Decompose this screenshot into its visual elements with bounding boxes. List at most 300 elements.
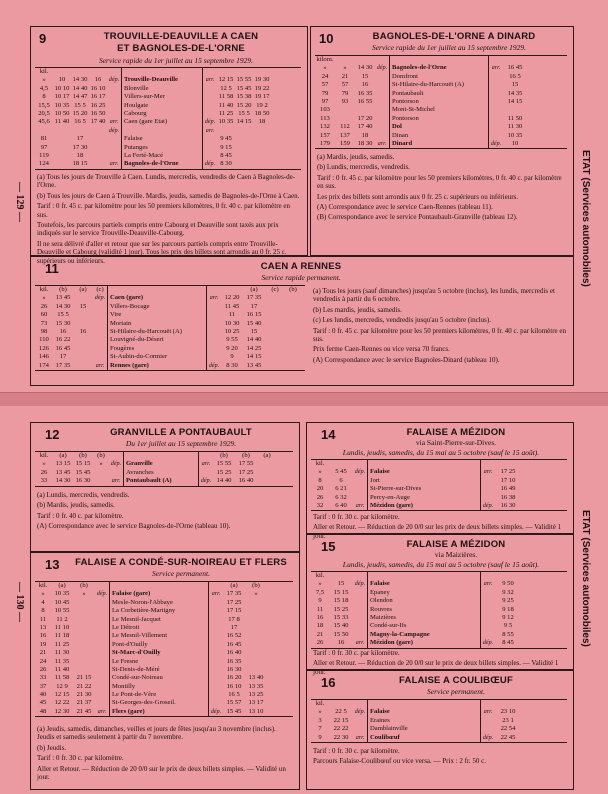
table-header-row — [35, 452, 293, 460]
time-cell — [217, 127, 235, 135]
time-cell — [521, 717, 541, 725]
station-cell: Vire — [107, 311, 207, 319]
time-cell: 79 — [321, 89, 329, 97]
station-cell: Le Fresne — [109, 658, 209, 666]
time-cell — [53, 144, 71, 152]
time-cell: kilom. — [316, 56, 334, 63]
time-cell: 21 — [316, 630, 324, 638]
time-cell: 12 9 — [56, 682, 68, 690]
table-row — [35, 691, 293, 699]
time-cell: 97 — [321, 97, 329, 105]
time-cell: 16 40 — [226, 649, 242, 657]
note-line: Tarif : 0 fr. 30 c. par kilomètre. — [37, 754, 124, 763]
time-cell — [207, 311, 221, 319]
table-row — [35, 110, 301, 118]
station-cell: Mont-St-Michel — [389, 106, 489, 114]
time-cell: 17 — [230, 623, 238, 631]
time-cell: 57 — [321, 81, 329, 89]
time-cell: 15 18 — [333, 597, 349, 605]
time-cell: 13 17 — [248, 699, 264, 707]
time-cell — [481, 614, 495, 622]
station-cell: Bagnoles-de-l'Orne — [121, 160, 203, 168]
time-cell: 16 — [39, 632, 47, 640]
station-cell: St-Denis-de-Méré — [109, 666, 209, 674]
time-cell: 8 30 — [226, 361, 238, 369]
note-line: (B) Correspondance avec le service Pontaubault-Granville (tableau 12). — [317, 213, 518, 222]
time-cell — [521, 725, 541, 733]
time-cell: 9 55 — [226, 336, 238, 344]
time-cell — [95, 666, 109, 674]
time-cell — [107, 144, 121, 152]
note-line: (b) Lundis, mercredis, vendredis. — [317, 163, 410, 172]
table-subtitle: Service rapide permanent. — [261, 273, 341, 282]
time-cell: 8 — [41, 607, 45, 615]
time-cell — [207, 286, 221, 294]
time-cell: dép. — [482, 640, 494, 647]
time-cell — [271, 102, 277, 110]
timetable-grid — [35, 67, 301, 170]
time-cell: 15 38 — [236, 93, 252, 101]
time-cell — [353, 622, 367, 630]
time-cell: arr. — [483, 469, 493, 476]
time-cell — [73, 607, 95, 615]
time-cell: 9 — [230, 353, 234, 361]
table-row — [311, 597, 567, 605]
time-cell — [89, 160, 107, 168]
time-cell — [481, 717, 495, 725]
time-cell — [73, 649, 95, 657]
table-row — [35, 708, 293, 716]
time-cell — [209, 691, 223, 699]
time-cell — [73, 641, 95, 649]
time-cell: 23 1 — [502, 716, 514, 724]
time-cell — [245, 666, 267, 674]
time-cell: 79 — [341, 89, 349, 97]
time-cell — [521, 639, 541, 647]
station-cell: Damblainville — [367, 725, 481, 733]
time-cell — [265, 303, 285, 311]
time-cell — [93, 328, 107, 336]
time-cell — [481, 700, 495, 708]
time-cell: 157 — [320, 131, 330, 139]
time-cell — [489, 56, 503, 64]
time-cell — [521, 734, 541, 742]
time-cell — [109, 469, 123, 477]
table-title: FALAISE A COULIBŒUF — [399, 675, 513, 686]
timetable-13 — [30, 552, 300, 790]
time-cell — [203, 102, 217, 110]
time-cell: arr. — [483, 581, 493, 588]
time-cell: 16 15 — [246, 311, 262, 319]
table-number: 16 — [321, 675, 336, 690]
note-line: (a) Mardis, jeudis, samedis. — [317, 153, 395, 161]
table-row — [311, 468, 567, 476]
table-row — [35, 460, 293, 468]
time-cell — [257, 460, 277, 468]
time-cell — [53, 127, 71, 135]
time-cell: 22 45 — [500, 733, 516, 741]
time-cell: 16 10 — [90, 84, 106, 92]
time-cell: 24 — [39, 657, 47, 665]
time-cell: dép. — [210, 708, 222, 715]
table-header-row — [311, 460, 567, 468]
time-cell: 14 25 — [246, 344, 262, 352]
station-cell: Avranches — [123, 469, 199, 477]
time-cell — [495, 572, 521, 580]
station-cell: Villers-Bocage — [107, 303, 207, 311]
time-cell: 40 — [39, 691, 47, 699]
time-cell — [107, 102, 121, 110]
timetable-grid — [35, 285, 305, 371]
time-cell: 13 45 — [55, 294, 71, 302]
time-cell: 13 45 — [246, 361, 262, 369]
time-cell — [527, 73, 543, 81]
time-cell — [257, 469, 277, 477]
time-cell: (b) — [242, 452, 250, 459]
time-cell: 17 20 — [357, 114, 373, 122]
time-cell — [481, 597, 495, 605]
time-cell: » — [99, 460, 103, 468]
time-cell: 13 15 — [55, 460, 71, 468]
time-cell: (b) — [79, 452, 87, 459]
time-cell — [95, 641, 109, 649]
time-cell — [53, 152, 71, 160]
time-cell — [73, 320, 93, 328]
time-cell — [527, 106, 543, 114]
station-cell: La Corbetière-Martigny — [109, 607, 209, 615]
time-cell: 16 — [361, 81, 369, 89]
time-cell: 22 22 — [333, 725, 349, 733]
time-cell — [271, 152, 277, 160]
time-cell — [245, 616, 267, 624]
time-cell — [73, 666, 95, 674]
time-cell: 9 50 — [502, 580, 514, 588]
time-cell: 11 25 — [54, 640, 70, 648]
time-cell: (b) — [252, 582, 260, 589]
station-cell: Montilly — [109, 683, 209, 691]
time-cell — [95, 649, 109, 657]
time-cell: 22 5 — [335, 708, 347, 716]
note-line: Les prix des billets sont arrondis aux 0 fr. 25 c. supérieurs ou inférieurs. — [317, 192, 519, 201]
time-cell: arr. — [109, 119, 119, 126]
station-cell: Mesle-Noron-l'Abbaye — [109, 599, 209, 607]
station-cell: Le Mesnil-Jacquet — [109, 616, 209, 624]
time-cell — [235, 68, 253, 76]
table-row — [315, 73, 567, 81]
time-cell — [353, 631, 367, 639]
time-cell: kil. — [39, 286, 49, 293]
time-cell: 16 — [316, 613, 324, 621]
note-line: Aller et Retour. — Réduction de 20 0/0 sur le prix de deux billets simples. — Validité un jour. — [37, 764, 286, 782]
time-cell: 16 49 — [500, 485, 516, 493]
time-cell: 14 15 — [246, 353, 262, 361]
time-cell: 15 25 — [333, 605, 349, 613]
time-cell: 9 45 — [220, 135, 232, 143]
time-cell — [271, 127, 277, 135]
time-cell: kil. — [315, 700, 325, 707]
time-cell — [353, 460, 367, 468]
time-cell: (a) — [59, 452, 67, 459]
time-cell: 110 — [39, 336, 49, 344]
station-cell: Domfront — [389, 73, 489, 81]
timetable-grid — [311, 571, 567, 649]
table-row — [35, 666, 293, 674]
time-cell: 21 — [341, 72, 349, 80]
time-cell: 15 5 — [57, 311, 69, 319]
time-cell — [95, 607, 109, 615]
time-cell — [481, 631, 495, 639]
time-cell: 48 — [39, 707, 47, 715]
table-title: FALAISE A CONDÉ-SUR-NOIREAU ET FLERS — [75, 557, 287, 568]
station-cell: Coulibœuf — [367, 734, 481, 742]
table-title: FALAISE A MÉZIDON — [406, 539, 506, 550]
time-cell: dép. — [200, 478, 212, 485]
time-cell — [199, 452, 213, 460]
time-cell: 12 15 — [218, 76, 234, 84]
station-cell: St-Georges-des-Groseil. — [109, 699, 209, 707]
table-row — [311, 494, 567, 502]
time-cell: 132 — [320, 123, 330, 131]
time-cell: 9 18 — [502, 605, 514, 613]
time-cell: dép. — [204, 161, 216, 168]
time-cell: 16 5 — [74, 118, 86, 126]
time-cell: 18 — [258, 118, 266, 126]
timetable-grid — [311, 699, 567, 743]
note-line: Parcours Falaise-Coulibœuf ou vice versa. — Prix : 2 fr. 50 c. — [313, 757, 487, 766]
time-cell: 13 35 — [248, 682, 264, 690]
time-cell — [521, 580, 541, 588]
time-cell — [73, 658, 95, 666]
time-cell — [375, 81, 389, 89]
time-cell: 11 30 — [507, 123, 523, 131]
time-cell — [209, 683, 223, 691]
time-cell: 10 25 — [224, 327, 240, 335]
time-cell — [209, 599, 223, 607]
time-cell: 21 15 — [76, 674, 92, 682]
time-cell: dép. — [354, 709, 366, 716]
time-cell: 17 — [250, 302, 258, 310]
note-line: Prix ferme Caen-Rennes ou vice versa 70 francs. — [313, 345, 450, 354]
station-cell: Blonville — [121, 85, 203, 93]
time-cell — [93, 469, 109, 477]
time-cell: 45,6 — [38, 118, 50, 126]
time-cell: 17 30 — [72, 143, 88, 151]
time-cell — [527, 81, 543, 89]
time-cell: kil. — [315, 572, 325, 579]
table-row — [35, 658, 293, 666]
time-cell — [235, 144, 253, 152]
time-cell — [481, 494, 495, 502]
time-cell: 16 35 — [226, 657, 242, 665]
table-row — [315, 123, 567, 131]
timetable-grid — [311, 459, 567, 511]
table-row — [311, 725, 567, 733]
time-cell — [109, 452, 123, 460]
time-cell — [73, 616, 95, 624]
time-cell — [95, 658, 109, 666]
time-cell: 37 — [39, 682, 47, 690]
table-subtitle: Lundis, jeudis, samedis, du 15 mai au 5 octobre (sauf le 15 août). — [342, 448, 540, 457]
table-row — [311, 485, 567, 493]
time-cell: » — [318, 580, 322, 588]
time-cell: (a) — [58, 582, 66, 589]
station-cell: Dol — [389, 123, 489, 131]
time-cell — [527, 115, 543, 123]
time-cell: 10 35 — [507, 131, 523, 139]
time-cell: 9 25 — [502, 597, 514, 605]
time-cell: 20,5 — [38, 109, 50, 117]
time-cell: 26 — [316, 493, 324, 501]
station-cell: Maizières — [367, 614, 481, 622]
time-cell — [481, 485, 495, 493]
note-line: (A) Correspondance avec le service Caen-Rennes (tableau 11). — [317, 203, 493, 212]
time-cell: 16 30 — [500, 501, 516, 509]
time-cell: dép. — [204, 119, 216, 126]
time-cell: 16 45 — [226, 640, 242, 648]
table-row — [35, 85, 301, 93]
table-number: 15 — [321, 539, 336, 554]
time-cell — [209, 624, 223, 632]
timetable-12 — [30, 422, 300, 552]
station-cell: Caen (gare Etat) — [121, 118, 203, 126]
time-cell — [329, 460, 353, 468]
note-line: Tarif : 0 fr. 40 c. par kilomètre. — [37, 511, 124, 520]
time-cell — [95, 624, 109, 632]
table-row — [315, 115, 567, 123]
station-cell: Bagnoles-de-l'Orne — [389, 64, 489, 72]
table-row — [35, 683, 293, 691]
time-cell: » — [42, 460, 46, 468]
time-cell: 15,5 — [38, 101, 50, 109]
table-notes — [313, 287, 567, 366]
time-cell: dép. — [354, 469, 366, 476]
time-cell: 16 5 — [228, 691, 240, 699]
time-cell — [107, 135, 121, 143]
time-cell: 10 17 — [54, 93, 70, 101]
time-cell: arr. — [95, 362, 105, 369]
time-cell — [521, 622, 541, 630]
station-cell: Magny-la-Campagne — [367, 631, 481, 639]
note-line: Tarif : 0 fr. 30 c. par kilomètre. — [313, 747, 400, 755]
table-title: GRANVILLE A PONTAUBAULT — [110, 427, 252, 438]
time-cell — [73, 336, 93, 344]
time-cell — [209, 582, 223, 590]
table-row — [35, 477, 293, 485]
station-cell: Condé-sur-Ifs — [367, 622, 481, 630]
time-cell: 17 35 — [226, 590, 242, 598]
time-cell: 12 5 — [220, 84, 232, 92]
table-subtitle: Lundis, jeudis, samedis, du 15 mai au 5 octobre (sauf le 15 août). — [342, 560, 540, 569]
table-notes — [37, 491, 293, 533]
time-cell: » — [343, 64, 347, 72]
time-cell — [503, 106, 527, 114]
station-cell: Le Mesnil-Villement — [109, 632, 209, 640]
station-cell — [389, 56, 489, 64]
time-cell — [203, 152, 217, 160]
time-cell: 14 40 — [246, 336, 262, 344]
table-row — [315, 140, 567, 148]
time-cell — [89, 135, 107, 143]
note-line: (b) Jeudis. — [37, 743, 67, 752]
time-cell — [93, 477, 109, 485]
time-cell: 113 — [320, 114, 330, 122]
time-cell — [93, 303, 107, 311]
time-cell — [95, 699, 109, 707]
time-cell: (b) — [97, 452, 105, 459]
time-cell: arr. — [377, 140, 387, 147]
time-cell — [489, 132, 503, 140]
timetable-9 — [30, 26, 308, 265]
time-cell — [481, 622, 495, 630]
time-cell: 15 20 — [236, 101, 252, 109]
note-line: Aller et Retour. — Réduction de 20 0/0 sur les prix de deux billets simples. — Validité 1 jour. — [313, 523, 562, 540]
time-cell — [329, 572, 353, 580]
time-cell: 16 40 — [238, 477, 254, 485]
time-cell — [93, 320, 107, 328]
time-cell — [265, 362, 285, 370]
table-row — [311, 639, 567, 647]
time-cell: » — [42, 294, 46, 302]
table-via: via Saint-Pierre-sur-Dives. — [415, 438, 497, 447]
time-cell: 146 — [39, 353, 49, 361]
time-cell: 21 30 — [76, 691, 92, 699]
table-row — [315, 98, 567, 106]
table-number: 13 — [45, 557, 60, 572]
station-cell: St-Hilaire-du-Harcouët (A) — [107, 328, 207, 336]
station-cell: Mézidon (gare) — [367, 639, 481, 647]
time-cell: 16 25 — [90, 101, 106, 109]
station-cell: Percy-en-Auge — [367, 494, 481, 502]
time-cell: 24 — [321, 72, 329, 80]
table-row — [315, 106, 567, 114]
station-cell: Cabourg — [121, 110, 203, 118]
time-cell — [495, 460, 521, 468]
time-cell: 11 — [228, 311, 236, 319]
time-cell: dép. — [94, 295, 106, 302]
station-cell: Epaney — [367, 589, 481, 597]
time-cell — [221, 286, 243, 294]
time-cell — [217, 68, 235, 76]
time-cell: 159 — [340, 139, 350, 147]
table-row — [311, 589, 567, 597]
time-cell — [265, 294, 285, 302]
time-cell: 15 5 — [74, 101, 86, 109]
time-cell: 7,5 — [315, 588, 325, 596]
time-cell — [265, 320, 285, 328]
time-cell: 15 50 — [333, 630, 349, 638]
time-cell: 11 35 — [54, 657, 70, 665]
note-line: Tarif : 0 fr. 30 c. par kilomètre. — [313, 513, 400, 521]
time-cell: 16 30 — [75, 477, 91, 485]
time-cell: 15 45 — [75, 468, 91, 476]
time-cell: 17 55 — [238, 460, 254, 468]
station-cell: Dinard — [389, 140, 489, 148]
time-cell: 23 10 — [500, 708, 516, 716]
table-row — [35, 303, 305, 311]
table-row — [311, 734, 567, 742]
time-cell — [235, 135, 253, 143]
time-cell — [489, 115, 503, 123]
time-cell: 17 — [59, 353, 67, 361]
time-cell: 12 15 — [54, 691, 70, 699]
note-line: Il ne sera délivré d'aller et retour que sur les parcours partiels compris entre Trouville-Deauville et Cabourg (validité 1 jour). Tous les prix des billets sont arrondis au 0 fr. 25 c. supérieurs ou inférieurs. — [37, 239, 287, 265]
time-cell: (c) — [96, 286, 104, 293]
time-cell: 15 — [361, 72, 369, 80]
time-cell — [95, 632, 109, 640]
time-cell — [209, 699, 223, 707]
table-row — [35, 93, 301, 101]
time-cell — [209, 616, 223, 624]
